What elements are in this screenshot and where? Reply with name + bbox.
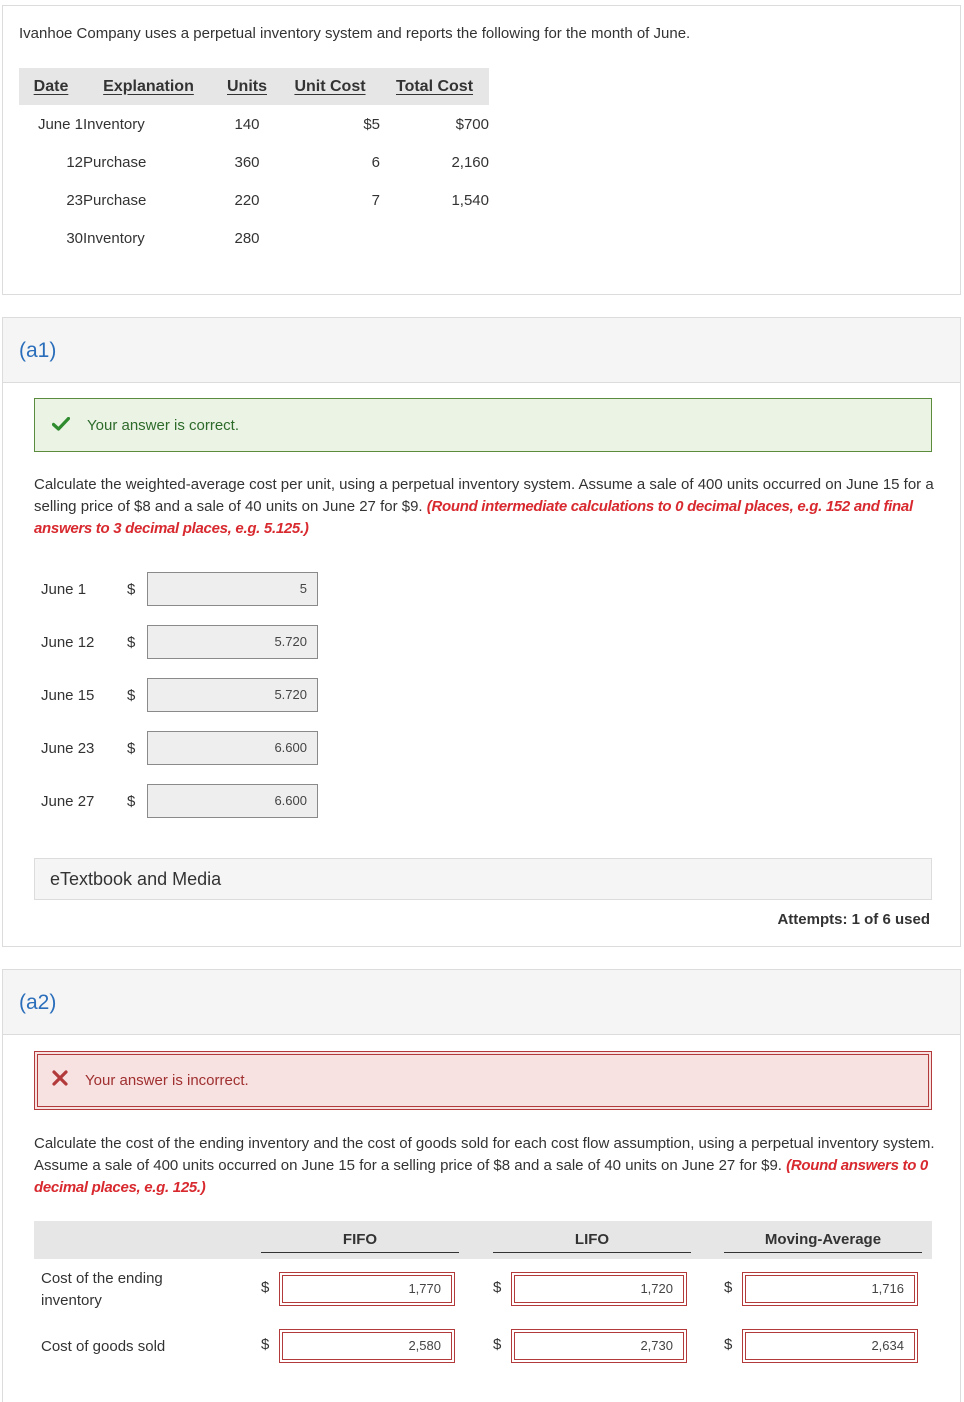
- moving-average-cogs-input[interactable]: 2,634: [742, 1329, 918, 1363]
- currency-symbol: $: [261, 1279, 270, 1296]
- currency-symbol: $: [724, 1336, 733, 1353]
- currency-symbol: $: [493, 1279, 502, 1296]
- question-body: Calculate the weighted-average cost per unit, using a perpetual inventory system. Assume a sale of 400 units occurred on June 15 for a selling price of $8 and a sale of 40 units on June 27 for $9.: [34, 476, 934, 515]
- cell-total-cost: 1,540: [451, 191, 489, 209]
- problem-intro: Ivanhoe Company uses a perpetual inventory system and reports the following for the month of June.: [19, 25, 691, 42]
- part-a1-label: (a1): [3, 318, 960, 383]
- fifo-ending-inventory-input[interactable]: 1,770: [279, 1272, 455, 1306]
- cell-units: 360: [234, 153, 260, 171]
- moving-average-ending-inventory-input[interactable]: 1,716: [742, 1272, 918, 1306]
- answer-label: June 12: [41, 633, 95, 651]
- answer-row: [41, 625, 318, 659]
- header-date: Date: [19, 68, 83, 105]
- answer-row: [41, 572, 318, 606]
- cell-explanation: Inventory: [83, 229, 145, 247]
- incorrect-feedback: [34, 1051, 932, 1110]
- header-units: Units: [214, 68, 280, 105]
- etextbook-media-button[interactable]: eTextbook and Media: [34, 858, 932, 900]
- column-header-lifo: LIFO: [493, 1231, 691, 1253]
- answer-label: June 27: [41, 792, 95, 810]
- question-text: [34, 1133, 939, 1199]
- answer-input[interactable]: 5.720: [147, 678, 318, 712]
- fifo-cogs-input[interactable]: 2,580: [279, 1329, 455, 1363]
- cell-unit-cost: 6: [371, 153, 380, 171]
- question-body: Calculate the cost of the ending inventory and the cost of goods sold for each cost flow assumption, using a perpetual inventory system. Assume a sale of 400 units occurred on June 15 for a selling price of $8 and a sale of 40 units on June 27 for $9.: [34, 1135, 935, 1174]
- feedback-text: Your answer is correct.: [87, 416, 240, 434]
- header-explanation: Explanation: [83, 68, 214, 105]
- cell-date: 30: [66, 229, 83, 247]
- part-a2: [2, 969, 961, 1402]
- answer-row: [41, 784, 318, 818]
- currency-symbol: $: [127, 686, 136, 704]
- cell-date: 12: [66, 153, 83, 171]
- cell-units: 280: [234, 229, 260, 247]
- part-a1: [2, 317, 961, 947]
- cost-flow-header: [34, 1221, 932, 1259]
- header-total-cost: Total Cost: [380, 68, 489, 105]
- answer-input[interactable]: 6.600: [147, 784, 318, 818]
- lifo-cogs-input[interactable]: 2,730: [511, 1329, 687, 1363]
- answer-label: June 23: [41, 739, 95, 757]
- currency-symbol: $: [127, 580, 136, 598]
- rounding-instruction: (Round answers to 0 decimal places, e.g. 125.): [34, 1157, 928, 1196]
- answer-input[interactable]: 5: [147, 572, 318, 606]
- cell-explanation: Inventory: [83, 115, 145, 133]
- cell-total-cost: 2,160: [451, 153, 489, 171]
- cell-date: June 1: [37, 115, 83, 133]
- answer-input[interactable]: 6.600: [147, 731, 318, 765]
- currency-symbol: $: [127, 792, 136, 810]
- header-unit-cost: Unit Cost: [280, 68, 380, 105]
- currency-symbol: $: [724, 1279, 733, 1296]
- checkmark-icon: [35, 414, 87, 437]
- answer-label: June 15: [41, 686, 95, 704]
- row-label-ending-inventory: Cost of the ending inventory: [41, 1270, 163, 1309]
- lifo-ending-inventory-input[interactable]: 1,720: [511, 1272, 687, 1306]
- answer-row: [41, 731, 318, 765]
- table-header-row: [19, 68, 489, 105]
- column-header-moving-average: Moving-Average: [724, 1231, 922, 1253]
- cell-total-cost: $700: [455, 115, 489, 133]
- currency-symbol: $: [261, 1336, 270, 1353]
- row-label-cost-of-goods-sold: Cost of goods sold: [41, 1338, 166, 1355]
- question-text: [34, 474, 939, 540]
- part-a2-label: (a2): [3, 970, 960, 1035]
- cell-units: 220: [234, 191, 260, 209]
- currency-symbol: $: [127, 739, 136, 757]
- table-row: [19, 219, 489, 257]
- column-header-fifo: FIFO: [261, 1231, 459, 1253]
- attempts-counter: Attempts: 1 of 6 used: [777, 911, 930, 928]
- cell-date: 23: [66, 191, 83, 209]
- correct-feedback: [34, 398, 932, 452]
- feedback-text: Your answer is incorrect.: [85, 1072, 249, 1089]
- cell-explanation: Purchase: [83, 153, 147, 171]
- table-row: [19, 143, 489, 181]
- cell-unit-cost: 7: [371, 191, 380, 209]
- cell-unit-cost: $5: [363, 115, 380, 133]
- currency-symbol: $: [127, 633, 136, 651]
- cell-total-cost: [380, 219, 489, 257]
- problem-card: [2, 5, 961, 295]
- table-row: [19, 181, 489, 219]
- table-row: [19, 105, 489, 143]
- cell-unit-cost: [280, 219, 380, 257]
- cell-explanation: Purchase: [83, 191, 147, 209]
- answer-label: June 1: [41, 580, 87, 598]
- cell-units: 140: [234, 115, 260, 133]
- rounding-instruction: (Round intermediate calculations to 0 decimal places, e.g. 152 and final answers to 3 decimal places, e.g. 5.125.): [34, 498, 913, 537]
- currency-symbol: $: [493, 1336, 502, 1353]
- answer-input[interactable]: 5.720: [147, 625, 318, 659]
- cross-icon: [35, 1069, 85, 1092]
- inventory-table: [19, 68, 489, 257]
- answer-row: [41, 678, 318, 712]
